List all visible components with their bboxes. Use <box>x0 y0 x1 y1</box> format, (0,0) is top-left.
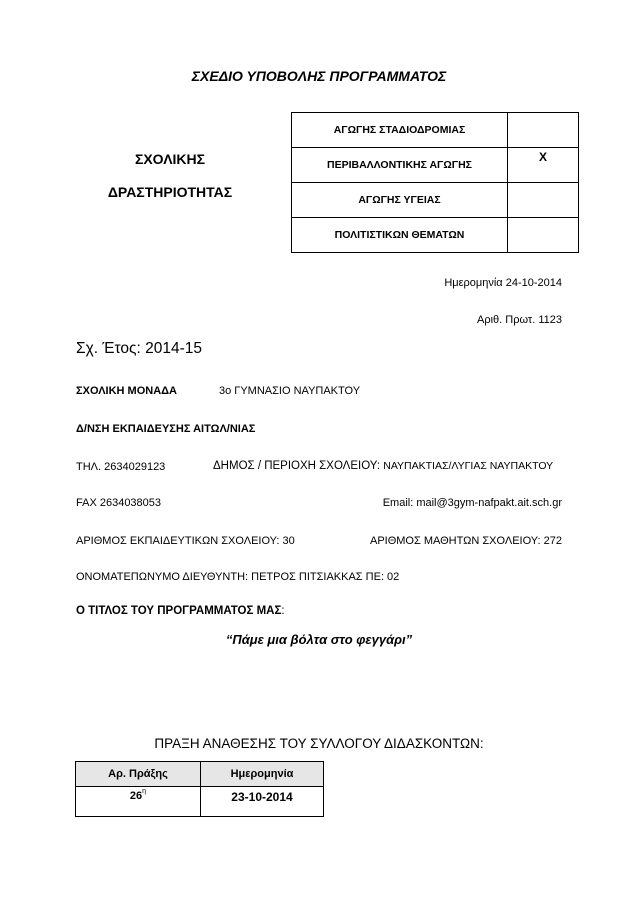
director: ΟΝΟΜΑΤΕΠΩΝΥΜΟ ΔΙΕΥΘΥΝΤΗ: ΠΕΤΡΟΣ ΠΙΤΣΙΑΚΚΑΣ ΠΕ: 02 <box>76 571 400 583</box>
category-row <box>292 218 579 253</box>
category-mark <box>508 218 579 253</box>
protocol-line: Αριθ. Πρωτ. 1123 <box>476 314 562 326</box>
category-label: ΑΓΩΓΗΣ ΣΤΑΔΙΟΔΡΟΜΙΑΣ <box>292 113 508 148</box>
email: Email: mail@3gym-nafpakt.ait.sch.gr <box>382 497 562 509</box>
category-mark <box>508 183 579 218</box>
act-number: 26 <box>129 790 143 802</box>
category-row <box>292 148 579 183</box>
document-title: ΣΧΕΔΙΟ ΥΠΟΒΟΛΗΣ ΠΡΟΓΡΑΜΜΑΤΟΣ <box>191 68 447 84</box>
program-title: “Πάμε μια βόλτα στο φεγγάρι” <box>225 632 413 647</box>
directorate: Δ/ΝΣΗ ΕΚΠΑΙΔΕΥΣΗΣ ΑΙΤΩΛ/ΝΙΑΣ <box>76 423 256 435</box>
header-act-number: Αρ. Πράξης <box>76 762 201 787</box>
teachers-count: ΑΡΙΘΜΟΣ ΕΚΠΑΙΔΕΥΤΙΚΩΝ ΣΧΟΛΕΙΟΥ: 30 <box>76 535 295 547</box>
assignment-header-row <box>76 762 324 787</box>
municipality <box>213 460 553 472</box>
category-mark <box>508 113 579 148</box>
act-number-cell <box>76 787 201 817</box>
category-mark: X <box>508 148 579 183</box>
category-row <box>292 183 579 218</box>
fax: FAX 2634038053 <box>76 497 162 509</box>
program-title-label-wrap <box>76 605 285 617</box>
students-count: ΑΡΙΘΜΟΣ ΜΑΘΗΤΩΝ ΣΧΟΛΕΙΟΥ: 272 <box>369 535 562 547</box>
category-row <box>292 113 579 148</box>
category-label: ΑΓΩΓΗΣ ΥΓΕΙΑΣ <box>292 183 508 218</box>
category-label: ΠΕΡΙΒΑΛΛΟΝΤΙΚΗΣ ΑΓΩΓΗΣ <box>292 148 508 183</box>
school-activity-line1: ΣΧΟΛΙΚΗΣ <box>134 151 206 167</box>
act-number-suffix: η <box>142 788 147 795</box>
school-activity-line2: ΔΡΑΣΤΗΡΙΟΤΗΤΑΣ <box>107 184 233 200</box>
unit-value: 3ο ΓΥΜΝΑΣΙΟ ΝΑΥΠΑΚΤΟΥ <box>219 385 361 397</box>
school-year: Σχ. Έτος: 2014-15 <box>76 340 202 357</box>
act-date: 23-10-2014 <box>201 787 324 817</box>
assignment-heading: ΠΡΑΞΗ ΑΝΑΘΕΣΗΣ ΤΟΥ ΣΥΛΛΟΓΟΥ ΔΙΔΑΣΚΟΝΤΩΝ: <box>154 736 484 751</box>
category-label: ΠΟΛΙΤΙΣΤΙΚΩΝ ΘΕΜΑΤΩΝ <box>292 218 508 253</box>
program-title-label: Ο ΤΙΤΛΟΣ ΤΟΥ ΠΡΟΓΡΑΜΜΑΤΟΣ ΜΑΣ <box>76 605 282 617</box>
assignment-value-row <box>76 787 324 817</box>
assignment-table <box>75 761 324 817</box>
municipality-value: ΝΑΥΠΑΚΤΙΑΣ/ΛΥΓΙΑΣ ΝΑΥΠΑΚΤΟΥ <box>383 460 554 472</box>
municipality-label: ΔΗΜΟΣ / ΠΕΡΙΟΧΗ ΣΧΟΛΕΙΟΥ: <box>213 460 381 472</box>
program-title-colon: : <box>281 605 285 617</box>
date-line: Ημερομηνία 24-10-2014 <box>444 277 562 289</box>
unit-label: ΣΧΟΛΙΚΗ ΜΟΝΑΔΑ <box>76 385 177 397</box>
category-table <box>291 112 579 253</box>
header-date: Ημερομηνία <box>201 762 324 787</box>
phone: ΤΗΛ. 2634029123 <box>76 461 166 473</box>
